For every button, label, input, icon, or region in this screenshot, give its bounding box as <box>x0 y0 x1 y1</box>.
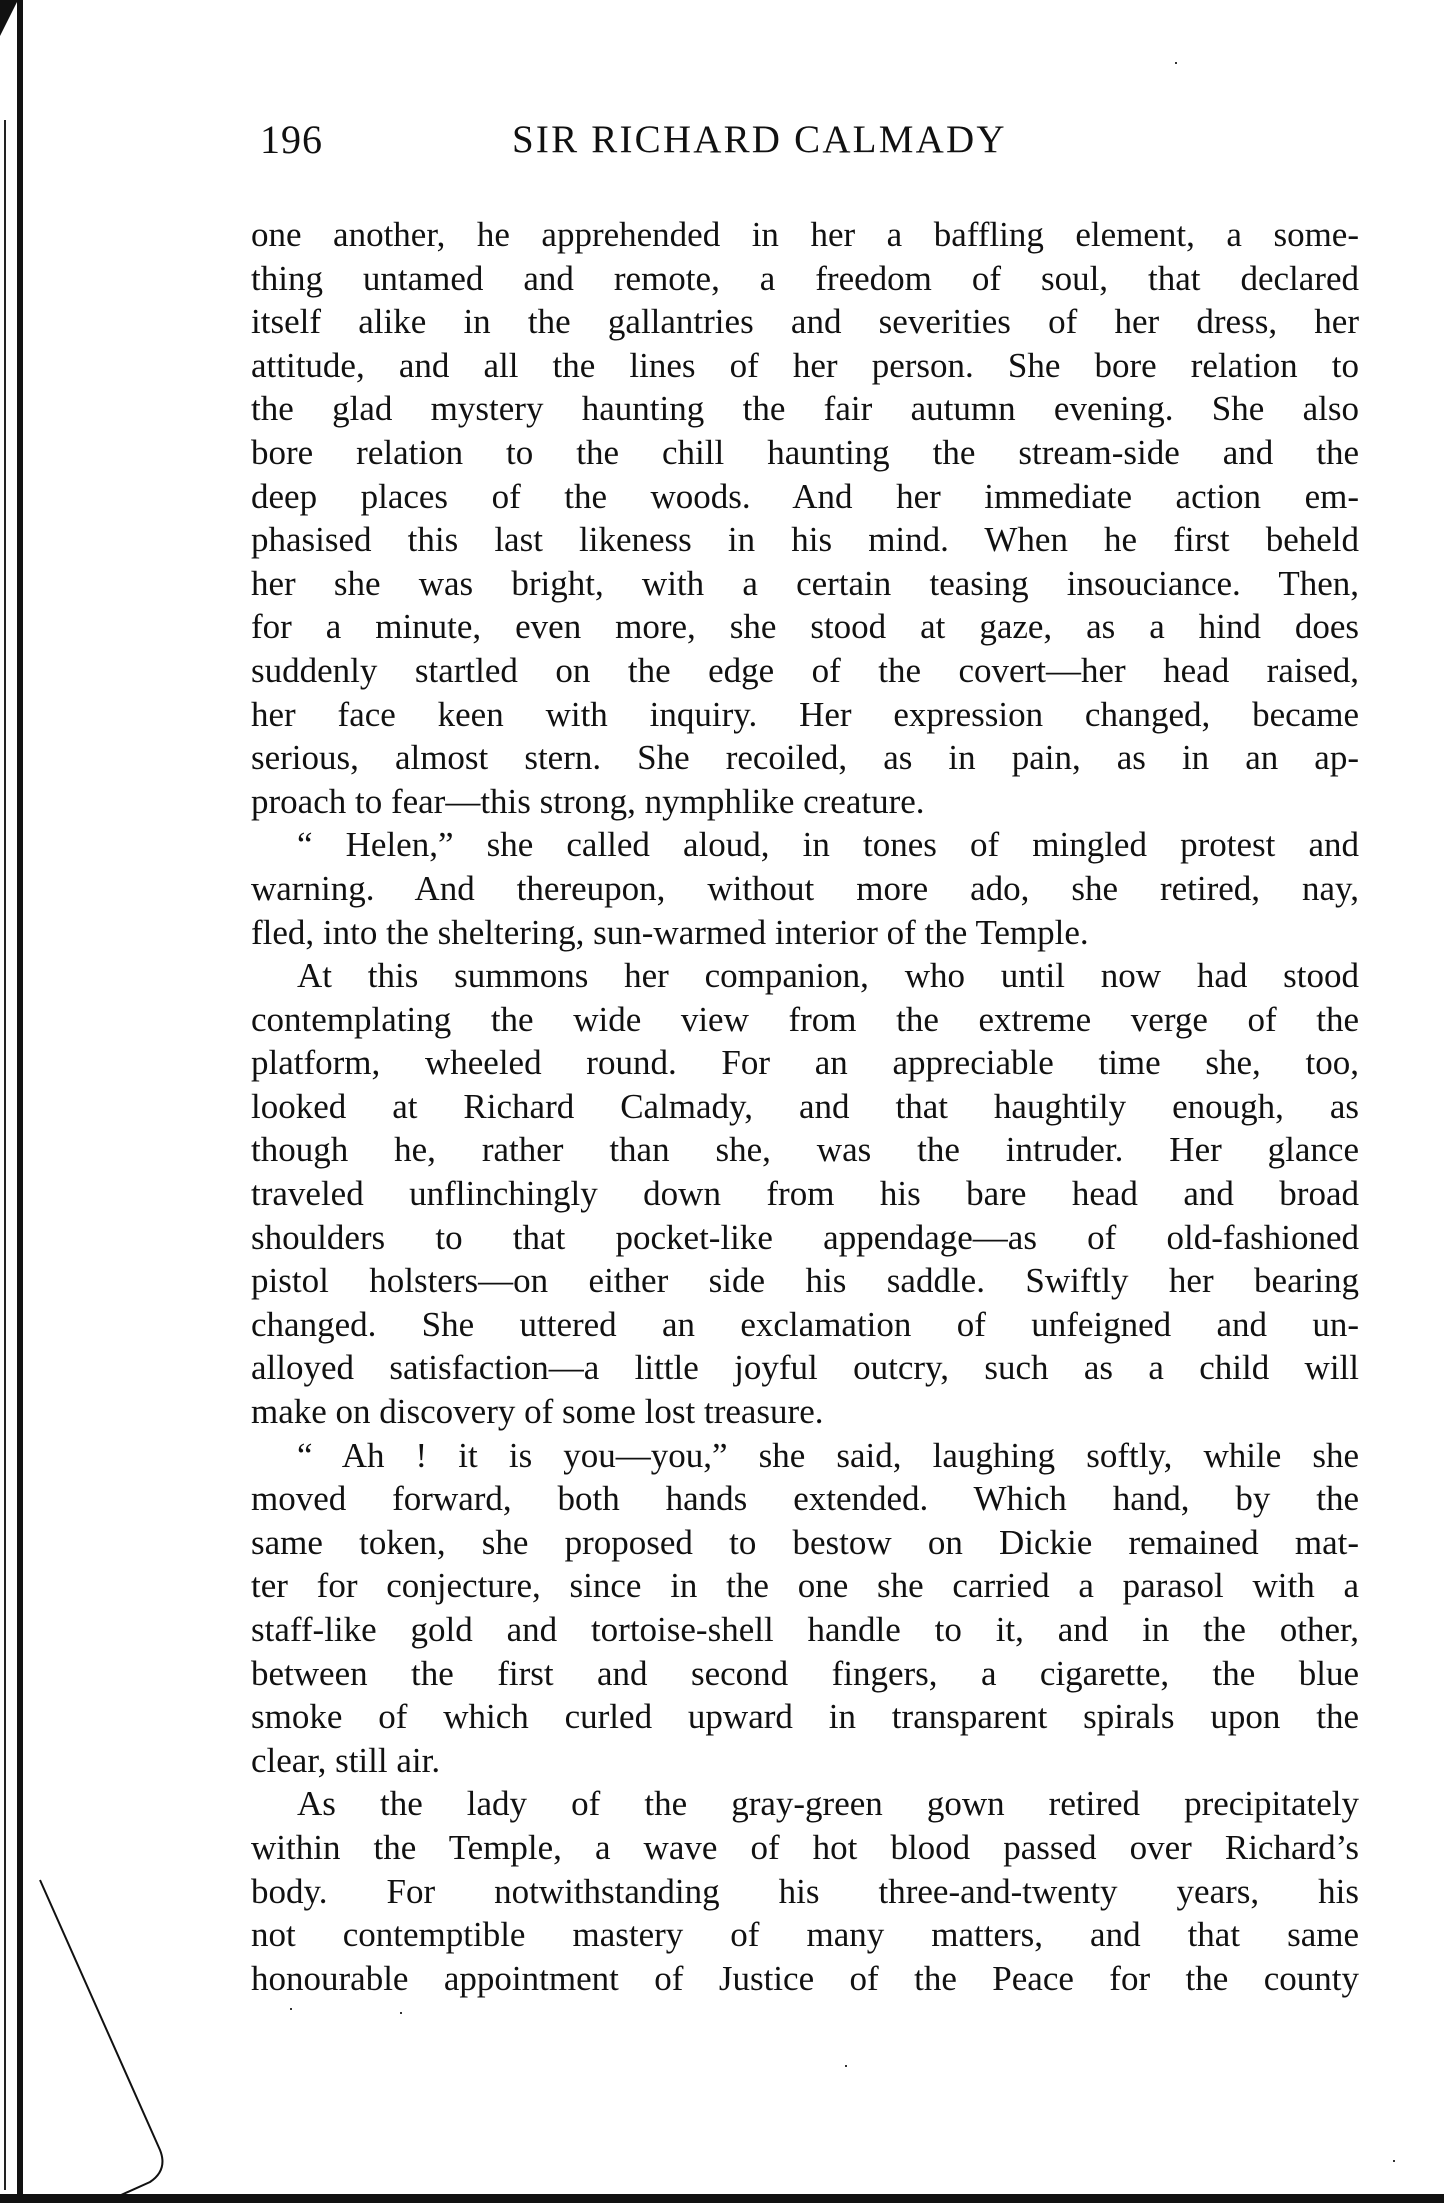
text-line: fled, into the sheltering, sun-warmed interior of the Temple. <box>251 912 1089 952</box>
text-line: shoulders to that pocket-like appendage—as of old-fashioned <box>251 1217 1359 1257</box>
text-line: alloyed satisfaction—a little joyful outcry, such as a child will <box>251 1348 1359 1388</box>
text-line: deep places of the woods. And her immediate action em- <box>251 476 1359 516</box>
text-line: honourable appointment of Justice of the Peace for the county <box>251 1958 1359 1998</box>
text-line: between the first and second fingers, a cigarette, the blue <box>251 1653 1359 1693</box>
book-title: SIR RICHARD CALMADY <box>512 118 1007 161</box>
text-line: thing untamed and remote, a freedom of soul, that declared <box>251 258 1359 298</box>
body-text <box>251 213 1359 2000</box>
text-line: serious, almost stern. She recoiled, as in pain, as in an ap- <box>251 738 1359 778</box>
text-line: traveled unflinchingly down from his bare head and broad <box>251 1174 1359 1214</box>
text-line: staff-like gold and tortoise-shell handle to it, and in the other, <box>251 1610 1359 1649</box>
text-line: not contemptible mastery of many matters, and that same <box>251 1915 1359 1955</box>
text-line: pistol holsters—on either side his saddle. Swiftly her bearing <box>251 1261 1359 1301</box>
text-line: At this summons her companion, who until now had stood <box>297 956 1359 996</box>
text-line: changed. She uttered an exclamation of unfeigned and un- <box>251 1304 1359 1344</box>
text-line: itself alike in the gallantries and severities of her dress, her <box>251 302 1359 342</box>
page-bottom-edge <box>0 2194 1444 2203</box>
text-line: phasised this last likeness in his mind. When he first beheld <box>251 520 1359 560</box>
text-line: “ Ah ! it is you—you,” she said, laughing softly, while she <box>297 1435 1359 1475</box>
paragraph-2 <box>251 823 1359 954</box>
text-line: moved forward, both hands extended. Which hand, by the <box>251 1479 1359 1519</box>
text-line: “ Helen,” she called aloud, in tones of mingled protest and <box>297 825 1359 865</box>
text-line: ter for conjecture, since in the one she carried a parasol with a <box>251 1566 1359 1606</box>
text-line: platform, wheeled round. For an appreciable time she, too, <box>251 1043 1359 1083</box>
text-line: looked at Richard Calmady, and that haughtily enough, as <box>251 1086 1359 1126</box>
text-line: though he, rather than she, was the intruder. Her glance <box>251 1130 1359 1170</box>
paragraph-4 <box>251 1434 1359 1783</box>
text-line: her face keen with inquiry. Her expression changed, became <box>251 694 1359 734</box>
text-line: smoke of which curled upward in transparent spirals upon the <box>251 1697 1359 1737</box>
text-line: for a minute, even more, she stood at gaze, as a hind does <box>251 607 1359 647</box>
page-curl-line <box>0 1860 220 2200</box>
text-line: attitude, and all the lines of her person. She bore relation to <box>251 345 1359 385</box>
page-corner-shadow <box>0 0 18 36</box>
text-line: same token, she proposed to bestow on Dickie remained mat- <box>251 1522 1359 1562</box>
text-line: clear, still air. <box>251 1740 441 1780</box>
paragraph-1 <box>251 213 1359 823</box>
scan-speck <box>400 2012 402 2014</box>
text-line: body. For notwithstanding his three-and-twenty years, his <box>251 1871 1359 1911</box>
page-number: 196 <box>260 117 323 162</box>
paragraph-3 <box>251 954 1359 1434</box>
text-line: one another, he apprehended in her a baffling element, a some- <box>251 215 1359 254</box>
scan-speck <box>1175 62 1177 64</box>
text-line: proach to fear—this strong, nymphlike creature. <box>251 781 925 821</box>
text-line: her she was bright, with a certain teasing insouciance. Then, <box>251 563 1359 603</box>
text-line: make on discovery of some lost treasure. <box>251 1392 824 1432</box>
text-line: the glad mystery haunting the fair autumn evening. She also <box>251 389 1359 429</box>
scan-speck <box>290 2008 292 2010</box>
text-line: contemplating the wide view from the extreme verge of the <box>251 999 1359 1039</box>
text-line: As the lady of the gray-green gown retired precipitately <box>297 1784 1359 1824</box>
text-line: suddenly startled on the edge of the covert—her head raised, <box>251 650 1359 690</box>
scan-speck <box>845 2065 847 2067</box>
scan-speck <box>1393 2160 1395 2162</box>
running-head <box>252 112 1360 168</box>
paragraph-5 <box>251 1782 1359 2000</box>
text-line: within the Temple, a wave of hot blood passed over Richard’s <box>251 1827 1359 1867</box>
text-line: warning. And thereupon, without more ado, she retired, nay, <box>251 868 1359 908</box>
text-line: bore relation to the chill haunting the stream-side and the <box>251 432 1359 472</box>
